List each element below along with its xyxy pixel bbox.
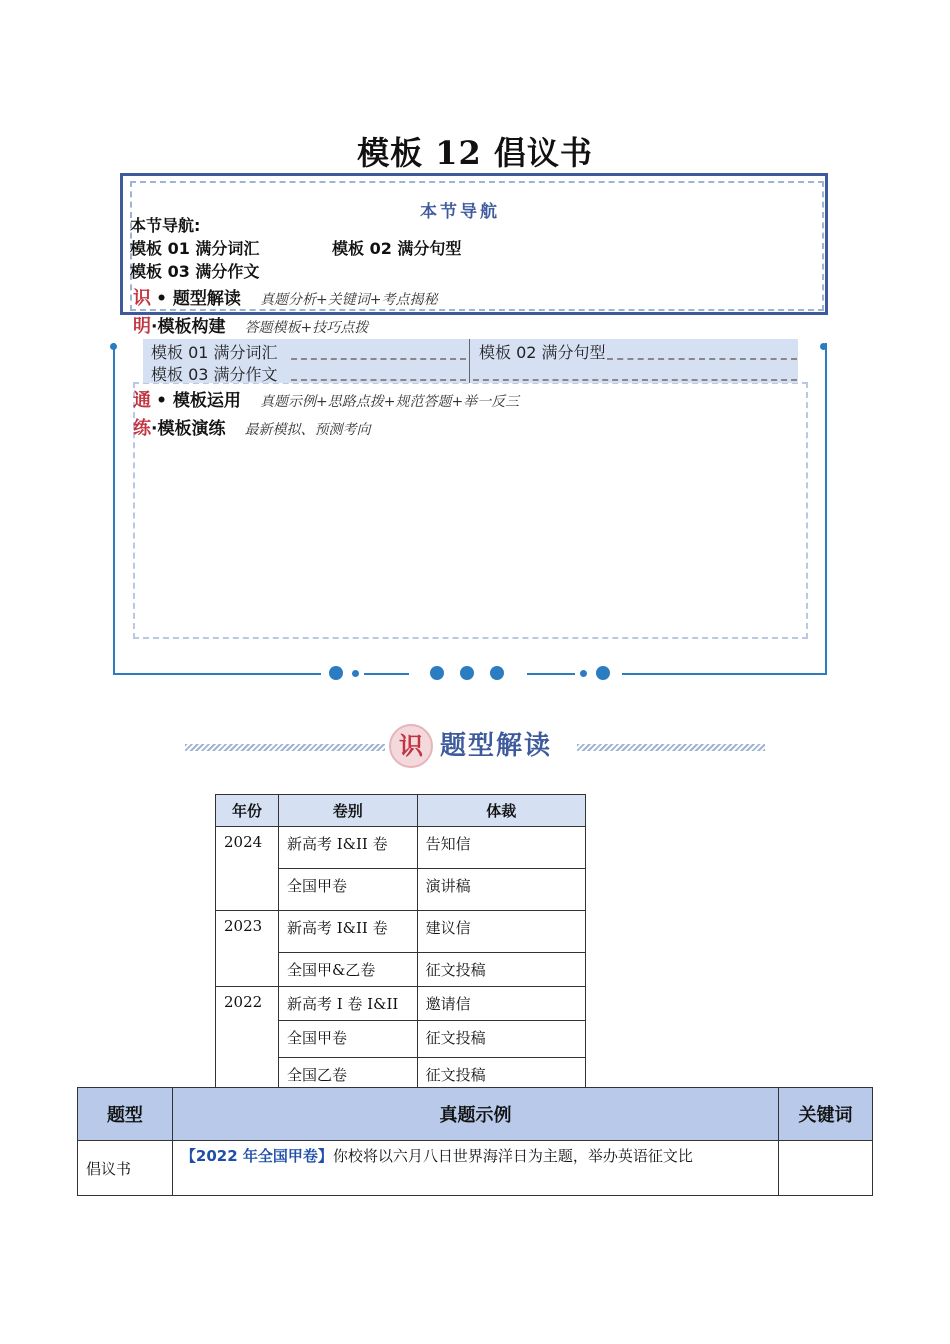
nav-template-03[interactable]: 模板 03 满分作文: [130, 262, 260, 281]
col-header-keyword: 关键词: [779, 1088, 873, 1141]
banner-title: 题型解读: [440, 731, 553, 761]
year-cell: 2023: [216, 911, 279, 987]
frame-bottom-line: [364, 673, 409, 675]
banner-hatch-left: [185, 744, 385, 751]
section-note: 最新模拟、预测考向: [244, 422, 371, 438]
section-label: • 题型解读: [156, 289, 241, 309]
example-text: 你校将以六月八日世界海洋日为主题，举办英语征文比: [332, 1147, 693, 1165]
section-label: ·模板构建: [151, 317, 226, 337]
table-row: [216, 911, 586, 953]
table-row: [78, 1141, 873, 1196]
paper-cell: 全国乙卷: [278, 1058, 417, 1094]
genre-cell: 邀请信: [417, 987, 585, 1021]
frame-bottom-line: [622, 673, 827, 675]
frame-dot: [352, 670, 359, 677]
year-cell: 2024: [216, 827, 279, 911]
paper-cell: 全国甲&乙卷: [278, 953, 417, 987]
paper-cell: 新高考 I 卷 I&II: [278, 987, 417, 1021]
banner-hatch-right: [577, 744, 765, 751]
exam-table: [215, 794, 586, 1094]
genre-cell: 演讲稿: [417, 869, 585, 911]
frame-dot: [596, 666, 610, 680]
section-row-4: [133, 414, 371, 440]
nav-table-divider: [469, 339, 470, 383]
frame-dot: [580, 670, 587, 677]
nav-table-dashline: [473, 379, 797, 381]
col-header-year: 年份: [216, 795, 279, 827]
nav-table-cell-3[interactable]: 模板 03 满分作文: [151, 365, 278, 384]
section-note: 真题分析+关键词+考点揭秘: [259, 292, 438, 308]
frame-dot: [329, 666, 343, 680]
page-title: 模板 12 倡议书: [357, 134, 593, 172]
table-row: [216, 827, 586, 869]
frame-dot: [430, 666, 444, 680]
section-row-2: [133, 312, 368, 338]
section-note: 真题示例+思路点拨+规范答题+举一反三: [259, 394, 520, 410]
col-header-paper: 卷别: [278, 795, 417, 827]
frame-dot: [820, 343, 827, 350]
frame-dot: [460, 666, 474, 680]
genre-cell: 告知信: [417, 827, 585, 869]
genre-cell: 征文投稿: [417, 953, 585, 987]
table-header-row: [216, 795, 586, 827]
nav-template-01[interactable]: 模板 01 满分词汇: [130, 239, 260, 258]
section-label: • 模板运用: [156, 391, 241, 411]
nav-table-cell-1[interactable]: 模板 01 满分词汇: [151, 343, 278, 362]
example-table: [77, 1087, 873, 1196]
nav-table: [143, 339, 798, 383]
section-row-3: [133, 386, 519, 412]
genre-cell: 建议信: [417, 911, 585, 953]
genre-cell: 征文投稿: [417, 1058, 585, 1094]
section-char: 识: [133, 288, 151, 309]
keyword-cell: [779, 1141, 873, 1196]
example-source-tag: 【2022 年全国甲卷】: [180, 1147, 333, 1165]
paper-cell: 全国甲卷: [278, 869, 417, 911]
section-row-1: [133, 284, 437, 310]
paper-cell: 全国甲卷: [278, 1021, 417, 1058]
nav-table-dashline: [291, 379, 466, 381]
col-header-genre: 体裁: [417, 795, 585, 827]
section-char: 练: [133, 418, 151, 439]
table-header-row: [78, 1088, 873, 1141]
paper-cell: 新高考 I&II 卷: [278, 827, 417, 869]
nav-table-cell-2[interactable]: 模板 02 满分句型: [479, 343, 606, 362]
section-label: ·模板演练: [151, 419, 226, 439]
table-row: [216, 987, 586, 1021]
example-cell: [172, 1141, 778, 1196]
frame-dot: [110, 343, 117, 350]
col-header-type: 题型: [78, 1088, 173, 1141]
paper-cell: 新高考 I&II 卷: [278, 911, 417, 953]
frame-bottom-line: [113, 673, 321, 675]
nav-table-dashline: [291, 358, 466, 360]
frame-dot: [490, 666, 504, 680]
year-cell: 2022: [216, 987, 279, 1094]
section-note: 答题模板+技巧点拨: [244, 320, 369, 336]
nav-table-dashline: [607, 358, 797, 360]
section-char: 明: [133, 316, 151, 337]
type-cell: 倡议书: [78, 1141, 173, 1196]
seal-icon: 识: [389, 724, 433, 768]
nav-heading: 本节导航: [420, 202, 500, 222]
genre-cell: 征文投稿: [417, 1021, 585, 1058]
nav-template-02[interactable]: 模板 02 满分句型: [332, 239, 462, 258]
col-header-example: 真题示例: [172, 1088, 778, 1141]
nav-intro: 本节导航:: [130, 216, 201, 235]
frame-bottom-line: [527, 673, 575, 675]
section-char: 通: [133, 390, 151, 411]
